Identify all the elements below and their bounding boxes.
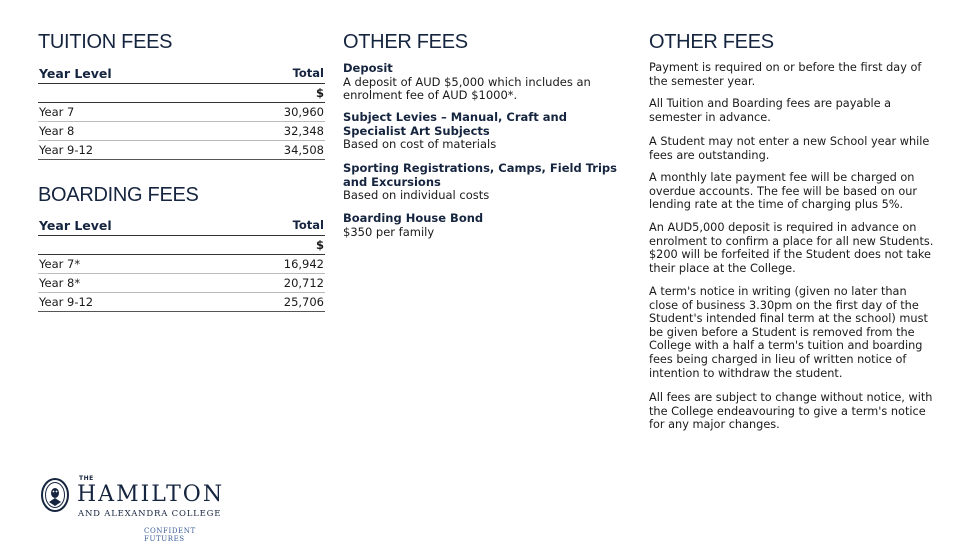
policy-paragraph: An AUD5,000 deposit is required in advance on enrolment to confirm a place for all new Students. $200 will be forfeited if the Student does not take their place at the College. [649, 221, 934, 275]
currency-unit: $ [221, 236, 325, 255]
policy-paragraph: Payment is required on or before the first day of the semester year. [649, 61, 922, 88]
year-level: Year 9-12 [38, 141, 221, 160]
table-header [38, 215, 325, 236]
fee-item-text: A deposit of AUD $5,000 which includes an enrolment fee of AUD $1000*. [343, 74, 591, 102]
policy-paragraph: All Tuition and Boarding fees are payable a semester in advance. [649, 97, 892, 124]
total-value: 25,706 [221, 293, 325, 312]
fee-item-boarding-bond [343, 212, 618, 239]
total-value: 20,712 [221, 274, 325, 293]
boarding-fees-table [38, 215, 325, 312]
table-row [38, 141, 325, 160]
tuition-fees-heading: TUITION FEES [38, 31, 173, 53]
year-level: Year 8* [38, 274, 221, 293]
fee-item-deposit [343, 62, 618, 103]
fee-item-title: Sporting Registrations, Camps, Field Trips and Excursions [343, 161, 617, 189]
total-header: Total [221, 63, 325, 84]
crest-icon [40, 477, 70, 513]
fee-item-title: Subject Levies – Manual, Craft and Specialist Art Subjects [343, 110, 567, 138]
table-row [38, 274, 325, 293]
year-level-header: Year Level [38, 63, 221, 84]
year-level: Year 7 [38, 103, 221, 122]
year-level: Year 9-12 [38, 293, 221, 312]
table-row [38, 293, 325, 312]
fee-item-subject-levies [343, 111, 618, 152]
fee-item-text: $350 per family [343, 224, 435, 239]
table-row [38, 122, 325, 141]
fee-item-title: Deposit [343, 61, 393, 75]
table-row [38, 255, 325, 274]
fee-item-sporting [343, 162, 618, 203]
year-level: Year 7* [38, 255, 221, 274]
total-value: 30,960 [221, 103, 325, 122]
logo-subtitle: AND ALEXANDRA COLLEGE [78, 509, 222, 519]
policy-paragraph: A term's notice in writing (given no later than close of business 3.30pm on the first day of the Student's intended final term at the school) must be given before a Student is removed from the College with a half a term's tuition and boarding fees being charged in lieu of written notice of intention to withdraw the student. [649, 285, 928, 380]
other-fees-heading-2: OTHER FEES [649, 31, 774, 53]
table-row [38, 103, 325, 122]
logo-tagline: CONFIDENT FUTURES [144, 527, 196, 543]
currency-unit: $ [221, 84, 325, 103]
policy-paragraph: All fees are subject to change without notice, with the College endeavouring to give a term's notice for any major changes. [649, 391, 933, 432]
total-value: 32,348 [221, 122, 325, 141]
college-logo [38, 472, 238, 543]
unit-row [38, 84, 325, 103]
boarding-fees-heading: BOARDING FEES [38, 184, 199, 206]
total-header: Total [221, 215, 325, 236]
logo-the: THE [79, 475, 94, 482]
fee-item-text: Based on cost of materials [343, 137, 497, 151]
total-value: 16,942 [221, 255, 325, 274]
year-level-header: Year Level [38, 215, 221, 236]
unit-row [38, 236, 325, 255]
fee-item-title: Boarding House Bond [343, 211, 484, 225]
policy-paragraph: A monthly late payment fee will be charged on overdue accounts. The fee will be based on our lending rate at the time of charging plus 5%. [649, 171, 918, 212]
policy-paragraph: A Student may not enter a new School year while fees are outstanding. [649, 135, 930, 162]
other-fees-heading: OTHER FEES [343, 31, 468, 53]
fee-item-text: Based on individual costs [343, 188, 490, 202]
total-value: 34,508 [221, 141, 325, 160]
table-header [38, 63, 325, 84]
tuition-fees-table [38, 63, 325, 160]
year-level: Year 8 [38, 122, 221, 141]
logo-name: HAMILTON [77, 482, 225, 507]
